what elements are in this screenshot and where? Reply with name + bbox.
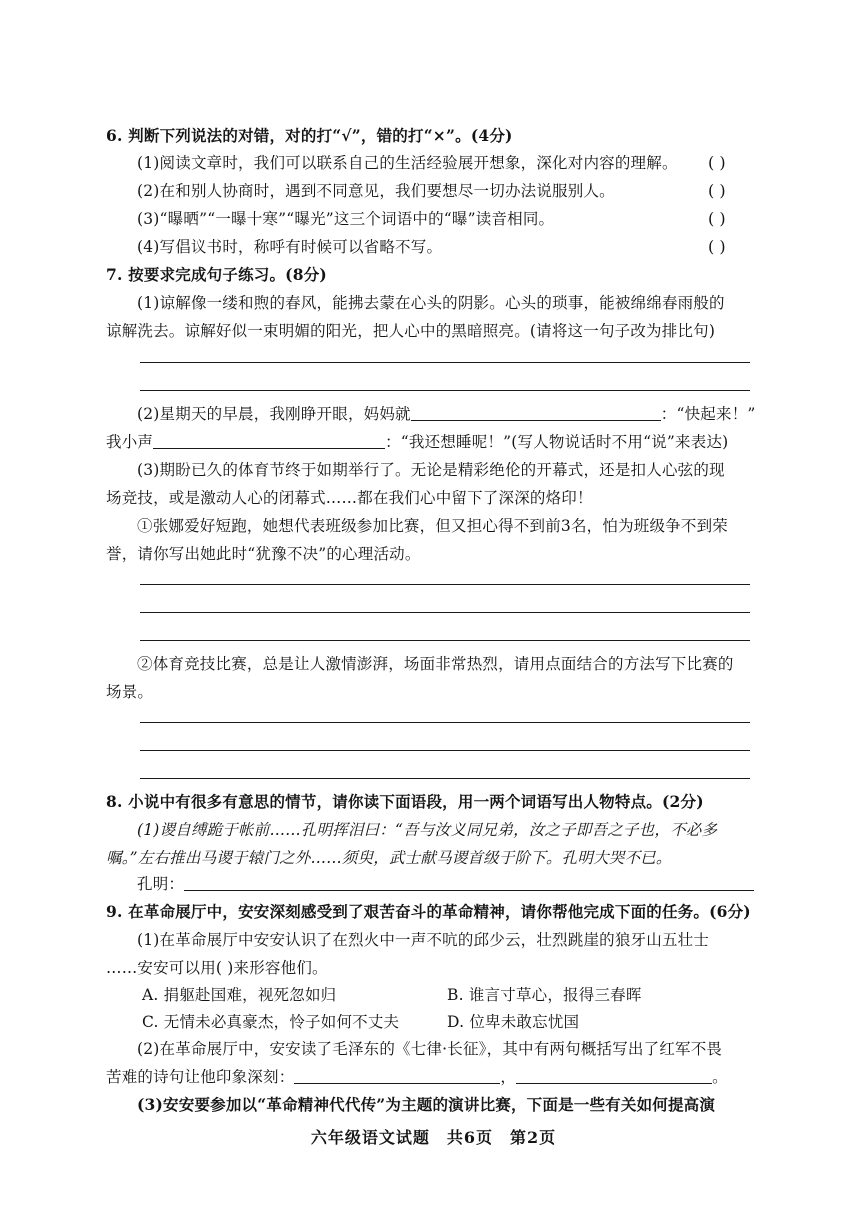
- q6-item-1: (1)阅读文章时，我们可以联系自己的生活经验展开想象，深化对内容的理解。: [137, 154, 678, 172]
- q6-item-2: (2)在和别人协商时，遇到不同意见，我们要想尽一切办法说服别人。: [137, 182, 615, 200]
- q7-part2-line2: [106, 432, 728, 452]
- q7-part1-line2: 谅解洗去。谅解好似一束明媚的阳光，把人心中的黑暗照亮。(请将这一句子改为排比句): [106, 322, 716, 340]
- q6-answer-paren-4[interactable]: ( ): [708, 237, 726, 256]
- answer-line[interactable]: [140, 612, 750, 613]
- answer-line[interactable]: [140, 778, 750, 779]
- q7-part3-line2: 场竞技，或是激动人心的闭幕式……都在我们心中留下了深深的烙印！: [106, 489, 593, 507]
- q6-answer-paren-1[interactable]: ( ): [708, 153, 726, 172]
- q8-title: 8. 小说中有很多有意思的情节，请你读下面语段，用一两个词语写出人物特点。(2分): [106, 792, 704, 811]
- answer-line[interactable]: [140, 640, 750, 641]
- answer-line[interactable]: [140, 750, 750, 751]
- q7-sub2-line2: 场景。: [106, 683, 154, 701]
- q9-option-a[interactable]: A. 捐躯赴国难，视死忽如归: [142, 986, 337, 1004]
- answer-line[interactable]: [140, 362, 750, 363]
- q9-part1-line2: ……安安可以用( )来形容他们。: [106, 959, 328, 977]
- answer-line[interactable]: [140, 722, 750, 723]
- page-footer: 六年级语文试题 共6页 第2页: [310, 1128, 557, 1147]
- q8-answer-label: 孔明：: [137, 875, 185, 893]
- q8-passage-line2: 嘱。”左右推出马谡于辕门之外……须臾，武士献马谡首级于阶下。孔明大哭不已。: [106, 849, 672, 867]
- q7-sub1-line1: ①张娜爱好短跑，她想代表班级参加比赛，但又担心得不到前3名，怕为班级争不到荣: [137, 517, 728, 535]
- answer-line[interactable]: [140, 584, 750, 585]
- q9-part2-line2: [106, 1067, 728, 1087]
- q9-option-b[interactable]: B. 谁言寸草心，报得三春晖: [447, 986, 642, 1004]
- q9-part1-line1: (1)在革命展厅中安安认识了在烈火中一声不吭的邱少云，壮烈跳崖的狼牙山五壮士: [137, 931, 710, 949]
- q7-part1-line1: (1)谅解像一缕和煦的春风，能拂去蒙在心头的阴影。心头的琐事，能被绵绵春雨般的: [137, 294, 725, 312]
- q9-title: 9. 在革命展厅中，安安深刻感受到了艰苦奋斗的革命精神，请你帮他完成下面的任务。(6分): [106, 902, 751, 921]
- q6-answer-paren-3[interactable]: ( ): [708, 209, 726, 228]
- answer-line[interactable]: [140, 390, 750, 391]
- q6-item-4: (4)写倡议书时，称呼有时候可以省略不写。: [137, 238, 443, 256]
- q6-title: 6. 判断下列说法的对错，对的打“√”，错的打“×”。(4分): [106, 126, 513, 145]
- fill-blank[interactable]: [411, 405, 661, 421]
- q7-part2-text-c: 我小声: [106, 433, 154, 451]
- q7-part2-text-d: ：“我还想睡呢！”(写人物说话时不用“说”来表达): [385, 433, 729, 451]
- q7-sub2-line1: ②体育竞技比赛，总是让人激情澎湃，场面非常热烈，请用点面结合的方法写下比赛的: [137, 655, 734, 673]
- q9-option-d[interactable]: D. 位卑未敢忘忧国: [447, 1013, 580, 1031]
- q9-option-c[interactable]: C. 无情未必真豪杰，怜子如何不丈夫: [142, 1013, 400, 1031]
- q7-part3-line1: (3)期盼已久的体育节终于如期举行了。无论是精彩绝伦的开幕式，还是扣人心弦的现: [137, 461, 725, 479]
- q6-item-3: (3)“曝晒”“一曝十寒”“曝光”这三个词语中的“曝”读音相同。: [137, 210, 555, 228]
- q7-part2-text-b: ：“快起来！”: [660, 405, 756, 423]
- q7-sub1-line2: 誉，请你写出她此时“犹豫不决”的心理活动。: [106, 545, 421, 563]
- fill-blank[interactable]: [516, 1068, 712, 1084]
- q8-answer-row: [137, 874, 754, 894]
- q9-part3-line1: (3)安安要参加以“革命精神代代传”为主题的演讲比赛，下面是一些有关如何提高演: [137, 1095, 716, 1114]
- q9-part2-end: 。: [712, 1068, 728, 1086]
- q7-part2-line1: [137, 404, 756, 424]
- q9-part2-comma: ，: [500, 1068, 517, 1086]
- q7-part2-text-a: (2)星期天的早晨，我刚睁开眼，妈妈就: [137, 405, 411, 423]
- fill-blank[interactable]: [184, 875, 754, 891]
- q9-part2-text: 苦难的诗句让他印象深刻：: [106, 1068, 295, 1086]
- fill-blank[interactable]: [153, 433, 385, 449]
- q8-passage-line1: (1)谡自缚跪于帐前……孔明挥泪曰：“吾与汝义同兄弟，汝之子即吾之子也，不必多: [137, 821, 718, 839]
- q9-part2-line1: (2)在革命展厅中，安安读了毛泽东的《七律·长征》，其中有两句概括写出了红军不畏: [137, 1040, 723, 1058]
- q6-answer-paren-2[interactable]: ( ): [708, 181, 726, 200]
- fill-blank[interactable]: [294, 1068, 500, 1084]
- q7-title: 7. 按要求完成句子练习。(8分): [106, 265, 327, 284]
